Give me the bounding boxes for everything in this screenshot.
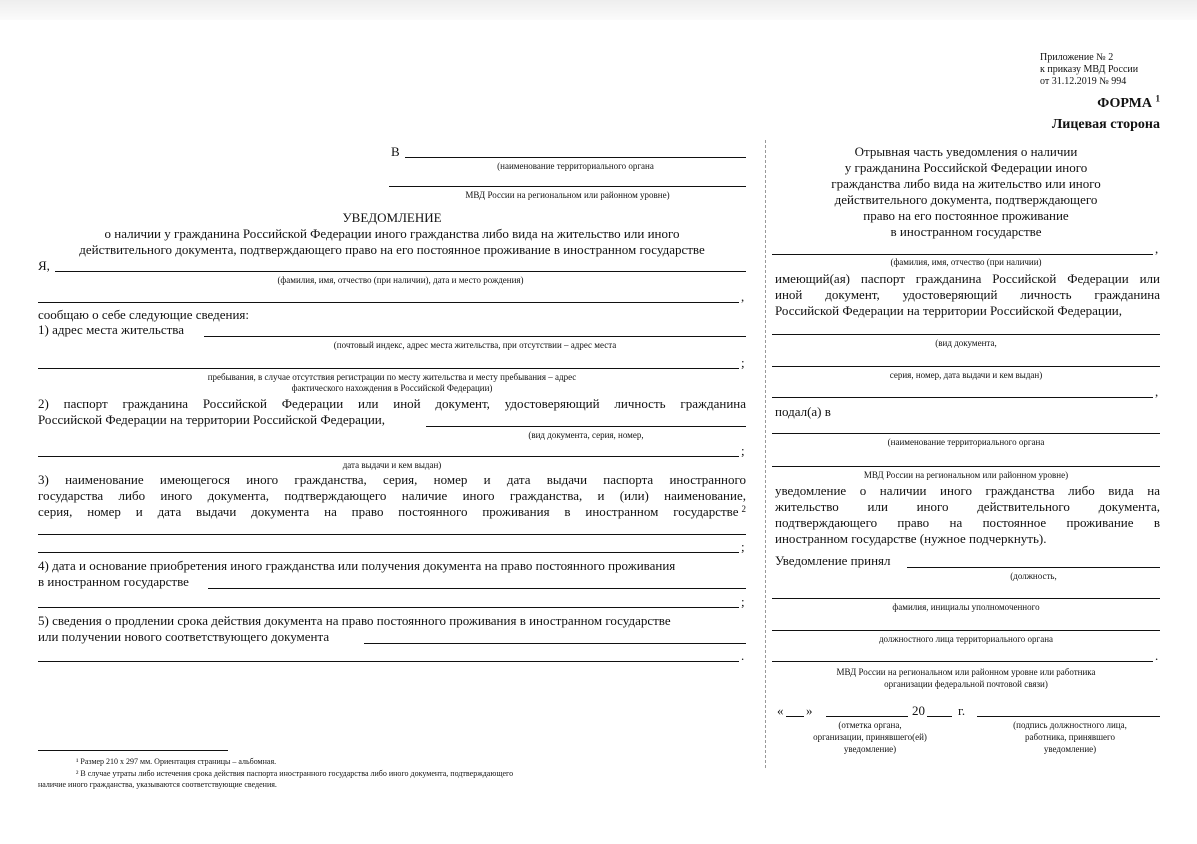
notice-subtitle-2: действительного документа, подтверждающего право на его постоянное проживание в иностранном государстве bbox=[79, 242, 705, 257]
semicolon-1: ; bbox=[741, 355, 745, 370]
semicolon-4: ; bbox=[741, 594, 745, 609]
tear-notice-line-2: жительство или иного действительного документа, bbox=[775, 499, 1160, 514]
tear-accepted: Уведомление принял bbox=[775, 553, 891, 568]
footnote-1: ¹ Размер 210 x 297 мм. Ориентация страницы – альбомная. bbox=[76, 757, 277, 766]
hint-address-2: пребывания, в случае отсутствия регистрации по месту жительства и месту пребывания – адрес bbox=[207, 372, 577, 382]
tear-period: . bbox=[1155, 648, 1159, 663]
date-day-field[interactable] bbox=[786, 716, 804, 717]
notice-subtitle-1: о наличии у гражданина Российской Федерации иного гражданства либо вида на жительство или иного bbox=[104, 226, 680, 241]
organ-field-2[interactable] bbox=[389, 186, 746, 187]
acquisition-field[interactable] bbox=[208, 588, 746, 589]
date-quote-close: » bbox=[806, 703, 813, 718]
passport-field[interactable] bbox=[426, 426, 746, 427]
comma-1: , bbox=[741, 289, 745, 304]
tear-notice-line-3: подтверждающего право на постоянное проживание в bbox=[775, 515, 1160, 530]
hint-address-3: фактического нахождения в Российской Федерации) bbox=[291, 383, 493, 393]
semicolon-3: ; bbox=[741, 539, 745, 554]
tear-hint-fio: (фамилия, имя, отчество (при наличии) bbox=[890, 257, 1042, 267]
item-4-line-1: 4) дата и основание приобретения иного гражданства или получения документа на право постоянного проживания bbox=[38, 558, 676, 573]
hint-mark-2: организации, принявшего(ей) bbox=[813, 732, 927, 742]
tear-hint-organ-2: МВД России на региональном или районном уровне) bbox=[863, 470, 1069, 480]
hint-sign-2: работника, принявшего bbox=[1025, 732, 1115, 742]
extension-field[interactable] bbox=[364, 643, 746, 644]
tear-title-5: право на его постоянное проживание bbox=[863, 208, 1069, 223]
tear-comma-1: , bbox=[1155, 241, 1159, 256]
notice-title: УВЕДОМЛЕНИЕ bbox=[342, 210, 442, 225]
tear-doc-field-3[interactable] bbox=[772, 397, 1153, 398]
tear-title-3: гражданства либо вида на жительство или иного bbox=[831, 176, 1101, 191]
address-field-2[interactable] bbox=[38, 368, 739, 369]
tear-title-6: в иностранном государстве bbox=[890, 224, 1042, 239]
date-year-prefix: 20 bbox=[912, 703, 925, 718]
annex-line-2: к приказу МВД России bbox=[1040, 64, 1139, 75]
hint-sign-1: (подпись должностного лица, bbox=[1013, 720, 1127, 730]
tear-hint-doctype: (вид документа, bbox=[935, 338, 997, 348]
other-citizenship-field-2[interactable] bbox=[38, 552, 739, 553]
tear-doc-field-2[interactable] bbox=[772, 366, 1160, 367]
annex-line-1: Приложение № 2 bbox=[1040, 52, 1114, 63]
tear-has-line-1: имеющий(ая) паспорт гражданина Российской Федерации или bbox=[775, 271, 1160, 286]
item-2-line-2: Российской Федерации на территории Российской Федерации, bbox=[38, 412, 385, 427]
hint-address-1: (почтовый индекс, адрес места жительства, при отсутствии – адрес места bbox=[333, 340, 617, 350]
item-3-line-2: государства либо иного документа, подтверждающего наличие иного гражданства, и (или) наименование, bbox=[38, 488, 746, 503]
item-5-line-2: или получении нового соответствующего документа bbox=[38, 629, 330, 644]
hint-organ-1: (наименование территориального органа bbox=[497, 161, 654, 171]
tear-line bbox=[765, 140, 766, 768]
tear-mvd-field[interactable] bbox=[772, 661, 1153, 662]
tear-title-4: действительного документа, подтверждающего bbox=[834, 192, 1098, 207]
tear-hint-mvd-1: МВД России на региональном или районном уровне или работника bbox=[836, 667, 1096, 677]
tear-organ-field[interactable] bbox=[772, 433, 1160, 434]
signature-field[interactable] bbox=[977, 716, 1160, 717]
extension-field-2[interactable] bbox=[38, 661, 739, 662]
tear-hint-surname: фамилия, инициалы уполномоченного bbox=[892, 602, 1040, 612]
other-citizenship-field[interactable] bbox=[38, 534, 746, 535]
tear-comma-2: , bbox=[1155, 384, 1159, 399]
form-title: ФОРМА $^1$ bbox=[1097, 93, 1160, 111]
viewer-top-bar bbox=[0, 0, 1197, 20]
fio-field-2[interactable] bbox=[38, 302, 739, 303]
semicolon-2: ; bbox=[741, 443, 745, 458]
hint-doc-2: дата выдачи и кем выдан) bbox=[342, 460, 442, 470]
hint-doc-1: (вид документа, серия, номер, bbox=[528, 430, 644, 440]
hint-organ-2: МВД России на региональном или районном уровне) bbox=[465, 190, 670, 200]
side-title: Лицевая сторона bbox=[1051, 117, 1160, 132]
tear-fio-field[interactable] bbox=[772, 254, 1153, 255]
period-1: . bbox=[741, 648, 745, 663]
tear-submitted: подал(а) в bbox=[775, 404, 831, 419]
date-year-field[interactable] bbox=[927, 716, 952, 717]
to-prefix: В bbox=[391, 144, 400, 159]
report-intro: сообщаю о себе следующие сведения: bbox=[38, 307, 250, 322]
item-3-line-3: серия, номер и дата выдачи документа на право постоянного проживания в иностранном государстве 2 bbox=[38, 504, 746, 519]
tear-hint-official: должностного лица территориального органа bbox=[878, 634, 1054, 644]
tear-hint-docdata: серия, номер, дата выдачи и кем выдан) bbox=[889, 370, 1043, 380]
tear-title-1: Отрывная часть уведомления о наличии bbox=[854, 144, 1078, 159]
tear-position-field[interactable] bbox=[907, 567, 1160, 568]
tear-official-field[interactable] bbox=[772, 630, 1160, 631]
address-field[interactable] bbox=[204, 336, 746, 337]
footnote-separator bbox=[38, 750, 228, 751]
footnote-2-line-2: наличие иного гражданства, указываются соответствующие сведения. bbox=[38, 780, 277, 789]
tear-notice-line-1: уведомление о наличии иного гражданства либо вида на bbox=[775, 483, 1160, 498]
item-3-line-1: 3) наименование имеющегося иного гражданства, серия, номер и дата выдачи паспорта иностранного bbox=[38, 472, 746, 487]
tear-organ-field-2[interactable] bbox=[772, 466, 1160, 467]
acquisition-field-2[interactable] bbox=[38, 607, 739, 608]
tear-has-line-2: иной документ, удостоверяющий личность гражданина bbox=[775, 287, 1160, 302]
hint-mark-1: (отметка органа, bbox=[838, 720, 902, 730]
hint-mark-3: уведомление) bbox=[843, 744, 897, 754]
tear-has-line-3: Российской Федерации на территории Российской Федерации, bbox=[775, 303, 1122, 318]
item-4-line-2: в иностранном государстве bbox=[38, 574, 189, 589]
fio-field[interactable] bbox=[55, 271, 746, 272]
passport-field-2[interactable] bbox=[38, 456, 739, 457]
tear-hint-position: (должность, bbox=[1010, 571, 1057, 581]
i-prefix: Я, bbox=[38, 258, 50, 273]
item-5-line-1: 5) сведения о продлении срока действия документа на право постоянного проживания в иностранном государстве bbox=[38, 613, 671, 628]
tear-surname-field[interactable] bbox=[772, 598, 1160, 599]
tear-notice-line-4: иностранном государстве (нужное подчеркнуть). bbox=[775, 531, 1047, 546]
item-2-line-1: 2) паспорт гражданина Российской Федерации или иной документ, удостоверяющий личность гражданина bbox=[38, 396, 746, 411]
tear-doc-field[interactable] bbox=[772, 334, 1160, 335]
organ-field[interactable] bbox=[405, 157, 746, 158]
hint-sign-3: уведомление) bbox=[1043, 744, 1097, 754]
item-1-label: 1) адрес места жительства bbox=[38, 322, 185, 337]
tear-hint-organ-1: (наименование территориального органа bbox=[887, 437, 1045, 447]
hint-fio: (фамилия, имя, отчество (при наличии), дата и место рождения) bbox=[277, 275, 524, 285]
annex-line-3: от 31.12.2019 № 994 bbox=[1040, 76, 1127, 87]
date-month-field[interactable] bbox=[826, 716, 908, 717]
date-quote-open: « bbox=[777, 703, 784, 718]
date-year-suffix: г. bbox=[958, 703, 966, 718]
footnote-2-line-1: ² В случае утраты либо истечения срока действия паспорта иностранного государства либо иного документа, подтверждающего bbox=[76, 769, 514, 778]
tear-title-2: у гражданина Российской Федерации иного bbox=[844, 160, 1088, 175]
tear-hint-mvd-2: организации федеральной почтовой связи) bbox=[884, 679, 1048, 689]
